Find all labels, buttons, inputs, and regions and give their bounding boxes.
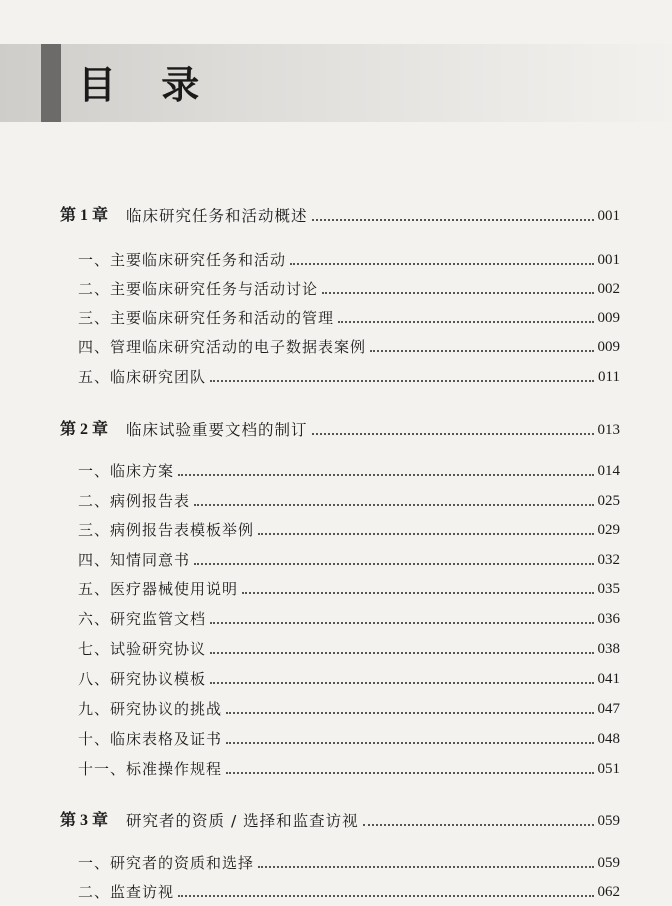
page-number: 011 — [598, 369, 620, 385]
dot-leader — [226, 771, 593, 774]
dot-leader — [258, 532, 593, 535]
section-title: 十一、标准操作规程 — [78, 760, 223, 778]
chapter-title: 临床研究任务和活动概述 — [126, 207, 308, 225]
section-title: 九、研究协议的挑战 — [78, 700, 223, 718]
page-number: 013 — [597, 422, 620, 438]
section-title: 一、主要临床研究任务和活动 — [78, 251, 287, 269]
page-number: 041 — [597, 671, 620, 687]
toc-chapter-2[interactable] — [0, 410, 672, 440]
dot-leader — [338, 320, 593, 323]
toc-entry[interactable] — [0, 569, 672, 599]
section-title: 五、临床研究团队 — [78, 368, 207, 386]
page-number: 025 — [597, 493, 620, 509]
dot-leader — [210, 379, 594, 382]
page-number: 009 — [597, 310, 620, 326]
page-number: 032 — [597, 552, 620, 568]
dot-leader — [258, 865, 593, 868]
page-number: 002 — [597, 281, 620, 297]
page-number: 048 — [597, 731, 620, 747]
page-number: 001 — [597, 208, 620, 224]
toc-entry[interactable] — [0, 719, 672, 749]
chapter-heading — [60, 811, 359, 831]
dot-leader — [312, 432, 594, 435]
dot-leader — [194, 562, 593, 565]
page-title: 目 录 — [78, 63, 216, 107]
toc-chapter-1[interactable] — [0, 196, 672, 226]
toc-entry[interactable] — [0, 327, 672, 357]
dot-leader — [226, 711, 593, 714]
toc-chapter-3[interactable] — [0, 801, 672, 831]
section-title: 一、临床方案 — [78, 462, 175, 480]
chapter-label: 第 1 章 — [60, 207, 109, 224]
page-number: 062 — [597, 884, 620, 900]
dot-leader — [178, 894, 593, 897]
toc-entry[interactable] — [0, 689, 672, 719]
toc-entry[interactable] — [0, 843, 672, 873]
section-title: 十、临床表格及证书 — [78, 730, 223, 748]
dot-leader — [363, 823, 594, 826]
dot-leader — [210, 651, 593, 654]
section-title: 七、试验研究协议 — [78, 640, 207, 658]
chapter-title: 临床试验重要文档的制订 — [126, 421, 308, 439]
page-number: 035 — [597, 581, 620, 597]
chapter-label: 第 2 章 — [60, 421, 109, 438]
chapter-heading — [60, 206, 308, 226]
chapter-heading — [60, 420, 308, 440]
chapter-label: 第 3 章 — [60, 812, 109, 829]
section-title: 一、研究者的资质和选择 — [78, 854, 255, 872]
page-number: 029 — [597, 522, 620, 538]
page-number: 014 — [597, 463, 620, 479]
dot-leader — [370, 349, 593, 352]
page-number: 047 — [597, 701, 620, 717]
page-number: 001 — [597, 252, 620, 268]
section-title: 八、研究协议模板 — [78, 670, 207, 688]
toc-entry[interactable] — [0, 599, 672, 629]
toc-entry[interactable] — [0, 872, 672, 902]
dot-leader — [312, 218, 594, 221]
page-number: 059 — [597, 855, 620, 871]
dot-leader — [290, 262, 593, 265]
toc-entry[interactable] — [0, 659, 672, 689]
page-number: 036 — [597, 611, 620, 627]
toc-entry[interactable] — [0, 481, 672, 511]
dot-leader — [194, 503, 593, 506]
section-title: 三、病例报告表模板举例 — [78, 521, 255, 539]
page-number: 009 — [597, 339, 620, 355]
toc-entry[interactable] — [0, 749, 672, 779]
page-number: 038 — [597, 641, 620, 657]
dot-leader — [178, 473, 593, 476]
toc-entry[interactable] — [0, 510, 672, 540]
toc-entry[interactable] — [0, 451, 672, 481]
section-title: 四、管理临床研究活动的电子数据表案例 — [78, 338, 367, 356]
section-title: 六、研究监管文档 — [78, 610, 207, 628]
dot-leader — [242, 591, 593, 594]
section-title: 五、医疗器械使用说明 — [78, 580, 239, 598]
dot-leader — [210, 621, 593, 624]
dot-leader — [210, 681, 593, 684]
chapter-title: 研究者的资质 / 选择和监查访视 — [126, 812, 359, 830]
toc-entry[interactable] — [0, 240, 672, 270]
section-title: 二、主要临床研究任务与活动讨论 — [78, 280, 319, 298]
toc-entry[interactable] — [0, 540, 672, 570]
section-title: 三、主要临床研究任务和活动的管理 — [78, 309, 335, 327]
dot-leader — [226, 741, 593, 744]
toc-entry[interactable] — [0, 298, 672, 328]
toc-entry[interactable] — [0, 269, 672, 299]
dot-leader — [322, 291, 593, 294]
toc-entry[interactable] — [0, 357, 672, 387]
section-title: 二、病例报告表 — [78, 492, 191, 510]
section-title: 四、知情同意书 — [78, 551, 191, 569]
toc-entry[interactable] — [0, 629, 672, 659]
section-title: 二、监查访视 — [78, 883, 175, 901]
page-number: 051 — [597, 761, 620, 777]
page-number: 059 — [597, 813, 620, 829]
